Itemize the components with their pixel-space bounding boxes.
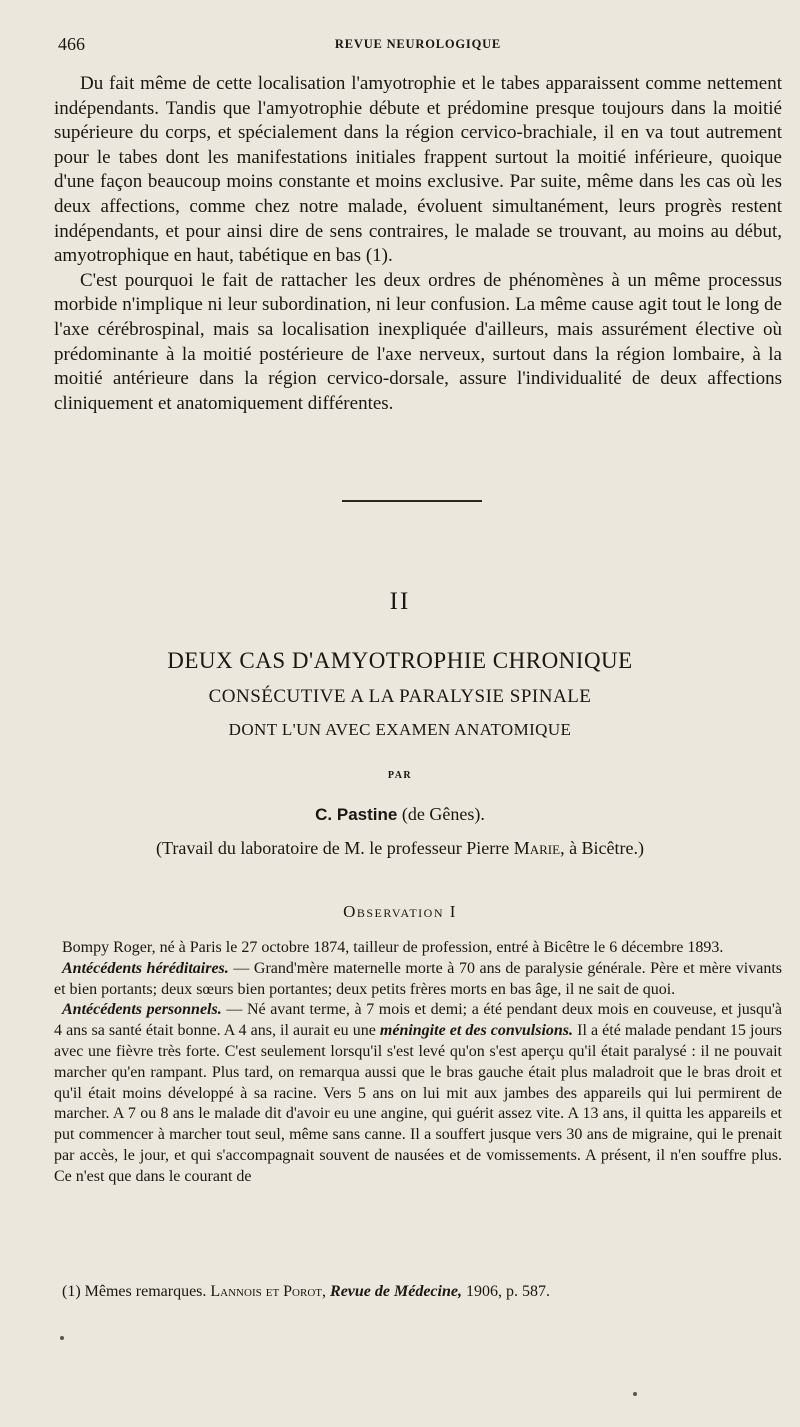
footnote	[62, 1282, 782, 1302]
heredity-lead: Antécédents héréditaires.	[62, 959, 229, 977]
intro-text	[54, 72, 782, 416]
journal-title: REVUE NEUROLOGIQUE	[334, 37, 502, 51]
article-title: DEUX CAS D'AMYOTROPHIE CHRONIQUE	[167, 648, 633, 673]
footnote-before: (1) Mêmes remarques.	[62, 1283, 211, 1300]
footnote-journal: Revue de Médecine,	[330, 1283, 462, 1300]
case-paragraph-heredity	[54, 959, 782, 1001]
running-head	[58, 34, 778, 60]
lab-credit-before: (Travail du laboratoire de M. le professeur Pierre	[155, 838, 514, 858]
personal-text-a: — Né avant terme, à 7 mois et demi; a été pendant deux mois en couveuse, et jusqu'à 4 ans sa santé était bonne. A 4 ans, il aurait eu une	[54, 1001, 782, 1040]
author-name: C. Pastine	[315, 805, 398, 824]
case-report	[54, 938, 782, 1188]
case-paragraph-personal	[54, 1000, 782, 1187]
intro-paragraph-1: Du fait même de cette localisation l'amyotrophie et le tabes apparaissent comme nettement indépendants. Tandis que l'amyotrophie débute et prédomine presque toujours dans la moitié supérieure du corps, et spécialement dans la région cervico-brachiale, il en va tout autrement pour le tabes dont les manifestations initiales frappent surtout la moitié inférieure, quoique d'une façon beaucoup moins constante et moins exclusive. Par suite, même dans les cas où les deux affections, comme chez notre malade, évoluent simultanément, leurs progrès restent indépendants, et pour ainsi dire de sens contraires, le malade se trouvant, au moins au début, amyotrophique en haut, tabétique en bas (1).	[54, 73, 782, 267]
article-subtitle-1: CONSÉCUTIVE A LA PARALYSIE SPINALE	[208, 686, 592, 707]
byline-par: PAR	[387, 770, 413, 781]
page-number: 466	[58, 34, 85, 54]
footnote-after: 1906, p. 587.	[461, 1283, 550, 1300]
case-paragraph-identity: Bompy Roger, né à Paris le 27 octobre 1874, tailleur de profession, entré à Bicêtre le 6 décembre 1893.	[62, 939, 724, 956]
print-speck	[633, 1392, 637, 1396]
author-city: (de Gênes).	[401, 804, 485, 824]
author-line	[0, 804, 800, 825]
heredity-text: — Grand'mère maternelle morte à 70 ans de paralysie générale. Père et mère vivants et bien portants; deux sœurs bien portantes; deux petits frères morts en bas âge, il ne sait de quoi.	[54, 959, 782, 998]
section-divider	[342, 500, 482, 502]
lab-credit-name: Marie	[513, 838, 561, 858]
personal-emphasis: méningite et des convulsions.	[379, 1022, 574, 1040]
personal-lead: Antécédents personnels.	[62, 1001, 222, 1019]
intro-paragraph-2: C'est pourquoi le fait de rattacher les deux ordres de phénomènes à un même processus morbide n'implique ni leur subordination, ni leur confusion. La même cause agit tout le long de l'axe cérébrospinal, mais sa localisation inexpliquée d'ailleurs, mais assurément élective où prédominante à la moitié postérieure de l'axe nerveux, surtout dans la région lombaire, à la moitié antérieure dans la région cervico-dorsale, assure l'individualité de deux affections cliniquement et anatomiquement différentes.	[54, 269, 782, 414]
footnote-authors: Lannois et Porot,	[210, 1283, 331, 1300]
section-number: II	[389, 588, 411, 615]
lab-credit-after: , à Bicêtre.)	[560, 838, 645, 858]
laboratory-credit	[0, 838, 800, 859]
observation-heading: Observation I	[343, 902, 457, 921]
print-speck	[60, 1336, 64, 1340]
article-subtitle-2: DONT L'UN AVEC EXAMEN ANATOMIQUE	[228, 720, 572, 739]
personal-text-b: Il a été malade pendant 15 jours avec une fièvre très forte. C'est seulement lorsqu'il s'est levé qu'on s'est aperçu qu'il était paralysé : il ne pouvait marcher qu'en rampant. Plus tard, on remarqua aussi que le bras gauche était plus maladroit que le bras droit et qu'il était moins développé à sa racine. Vers 5 ans on lui mit aux jambes des appareils qui lui permirent de marcher. A 7 ou 8 ans le malade dit d'avoir eu une angine, qui guérit assez vite. A 13 ans, il quitta les appareils et put commencer à marcher tout seul, même sans canne. Il a souffert jusque vers 30 ans de migraine, qui le prenait par accès, le jour, et qui s'accompagnait souvent de nausées et de vomissements. A présent, il n'en souffre plus. Ce n'est que dans le courant de	[54, 1022, 782, 1185]
